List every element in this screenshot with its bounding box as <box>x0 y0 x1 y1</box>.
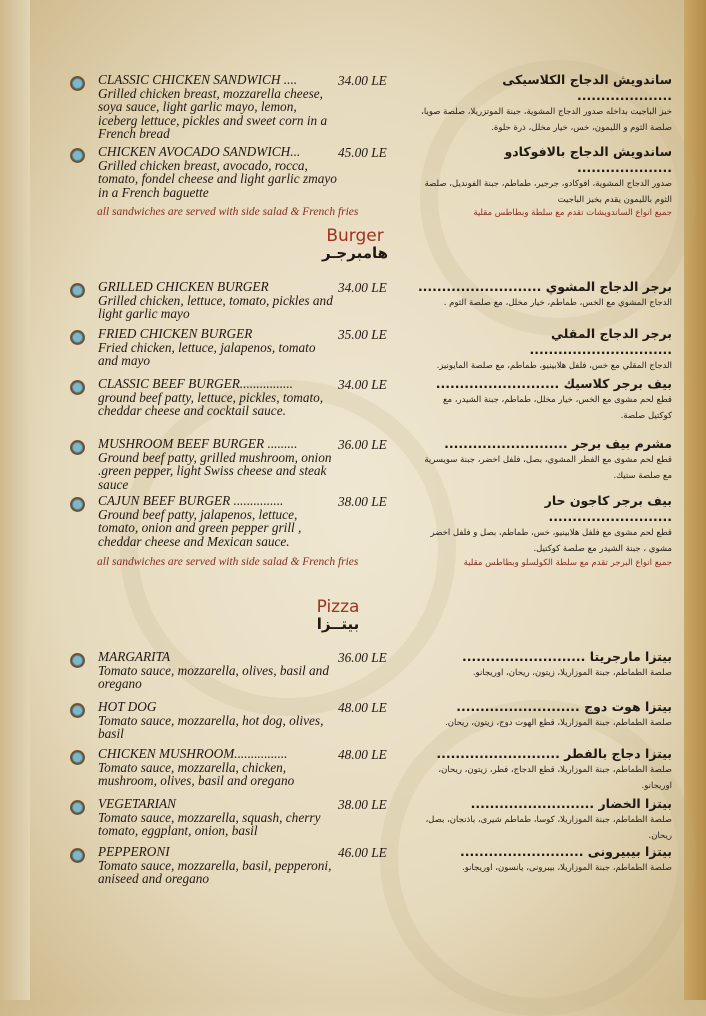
item-arabic <box>417 144 672 208</box>
burger-title: Burger <box>326 226 384 246</box>
page-left-edge <box>0 0 30 1000</box>
burger-note-ar: جميع انواع البرجر تقدم مع سلطة الكولسلو وبطاطس مقلية <box>463 558 672 568</box>
item-arabic <box>417 699 672 731</box>
item-description: Tomato sauce, mozzarella, chicken, mushroom, olives, basil and oregano <box>98 759 295 788</box>
item-arabic <box>417 746 672 794</box>
item-english <box>98 377 338 418</box>
item-english <box>98 437 338 491</box>
item-name: GRILLED CHICKEN BURGER <box>98 279 269 294</box>
item-description: ground beef patty, lettuce, pickles, tomato, cheddar cheese and cocktail sauce. <box>98 389 324 418</box>
item-arabic <box>417 844 672 876</box>
item-description-ar: صلصة الطماطم، جبنة الموزاريلا، قطع الدجاج، فطر، زيتون، ريحان، اوريجانو. <box>438 765 672 791</box>
item-description-ar: قطع لحم مشوى مع فلفل هلابينيو، خس، طماطم، بصل و فلفل اخضر مشوي ، جبنة الشيدر مع صلصة كوكتيل. <box>430 528 672 554</box>
item-price: 38.00 LE <box>338 797 387 812</box>
item-name: VEGETARIAN <box>98 796 177 811</box>
item-name-ar: بيف برجر كاجون حار .......................... <box>544 493 672 524</box>
item-name-ar: برجر الدجاج المقلي .............................. <box>529 326 672 357</box>
item-description: Grilled chicken breast, mozzarella cheese, soya sauce, light garlic mayo, lemon, iceberg lettuce, pickles and sweet corn in a French bread <box>98 85 328 141</box>
item-name: MUSHROOM BEEF BURGER ......... <box>98 436 298 451</box>
bullet-icon <box>70 148 85 163</box>
item-name-ar: بيتزا الخضار .......................... <box>470 796 672 811</box>
item-arabic <box>417 649 672 681</box>
item-arabic <box>417 279 672 311</box>
item-description: Ground beef patty, jalapenos, lettuce, tomato, onion and green pepper grill , cheddar cheese and Mexican sauce. <box>98 506 302 549</box>
bullet-icon <box>70 800 85 815</box>
item-description-ar: قطع لحم مشوى مع الخس، خيار مخلل، طماطم، جبنة الشيدر، مع كوكتيل صلصة. <box>443 395 672 421</box>
item-name-ar: ساندويش الدجاج بالافوكادو .................... <box>504 144 672 175</box>
item-description: Grilled chicken breast, avocado, rocca, tomato, fondel cheese and light garlic zmayo in a French baguette <box>98 157 337 200</box>
item-name: HOT DOG <box>98 699 157 714</box>
item-name-ar: بيتزا مارجريتا .......................... <box>461 649 672 664</box>
item-price: 36.00 LE <box>338 650 387 665</box>
item-description-ar: خبز الباجيت بداخله صدور الدجاج المشوية، جبنة الموتزريلا، صلصة صويا، صلصة الثوم و الليمون، خس، خيار مخلل، ذرة حلوة. <box>421 107 672 133</box>
sandwich-note: all sandwiches are served with side salad & French fries <box>97 206 359 218</box>
item-price: 46.00 LE <box>338 845 387 860</box>
bullet-icon <box>70 440 85 455</box>
bullet-icon <box>70 848 85 863</box>
item-description-ar: صلصة الطماطم، جبنة الموزاريلا، كوسا، طماطم شيرى، باذنجان، بصل، ريحان. <box>425 815 672 841</box>
item-price: 34.00 LE <box>338 377 387 392</box>
item-description-ar: صلصة الطماطم، جبنة الموزاريلا، زيتون، ريحان، اوريجانو. <box>472 668 672 678</box>
pizza-heading <box>278 597 398 633</box>
item-name: CAJUN BEEF BURGER ............... <box>98 493 284 508</box>
pizza-title: Pizza <box>316 597 360 617</box>
item-name: MARGARITA <box>98 649 171 664</box>
bullet-icon <box>70 703 85 718</box>
burger-title-ar: هامبرجـر <box>321 244 389 262</box>
item-english <box>98 700 338 741</box>
item-arabic <box>417 326 672 374</box>
bullet-icon <box>70 653 85 668</box>
item-name: FRIED CHICKEN BURGER <box>98 326 253 341</box>
bullet-icon <box>70 380 85 395</box>
item-arabic <box>417 493 672 557</box>
bullet-icon <box>70 497 85 512</box>
item-arabic <box>417 796 672 844</box>
item-description: Tomato sauce, mozzarella, olives, basil and oregano <box>98 662 329 691</box>
item-english <box>98 747 338 788</box>
item-english <box>98 494 338 548</box>
item-english <box>98 145 338 199</box>
item-description-ar: الدجاج المقلي مع خس، فلفل هلابينيو، طماطم، مع صلصة المايونيز. <box>436 361 672 371</box>
item-name-ar: برجر الدجاج المشوي .......................... <box>417 279 672 294</box>
item-name-ar: مشرم بيف برجر .......................... <box>444 436 672 451</box>
item-english <box>98 280 338 321</box>
item-name-ar: بيتزا دجاج بالفطر .......................... <box>436 746 672 761</box>
item-price: 38.00 LE <box>338 494 387 509</box>
item-name-ar: بيتزا هوت دوج .......................... <box>456 699 672 714</box>
item-english <box>98 797 338 838</box>
item-description-ar: صلصة الطماطم، جبنة الموزاريلا، قطع الهوت دوج، زيتون، ريحان. <box>445 718 672 728</box>
item-price: 34.00 LE <box>338 280 387 295</box>
item-price: 45.00 LE <box>338 145 387 160</box>
pizza-title-ar: بيتــزا <box>316 615 360 633</box>
bullet-icon <box>70 76 85 91</box>
item-price: 36.00 LE <box>338 437 387 452</box>
item-english <box>98 650 338 691</box>
item-arabic <box>417 376 672 424</box>
item-name: CLASSIC CHICKEN SANDWICH .... <box>98 72 298 87</box>
item-description: Fried chicken, lettuce, jalapenos, tomato and mayo <box>98 339 316 368</box>
item-arabic <box>417 72 672 136</box>
item-arabic <box>417 436 672 484</box>
item-name: PEPPERONI <box>98 844 170 859</box>
item-name: CLASSIC BEEF BURGER................ <box>98 376 293 391</box>
item-description: Grilled chicken, lettuce, tomato, pickles and light garlic mayo <box>98 292 333 321</box>
item-price: 35.00 LE <box>338 327 387 342</box>
item-price: 48.00 LE <box>338 700 387 715</box>
item-name: CHICKEN AVOCADO SANDWICH... <box>98 144 301 159</box>
item-name-ar: ساندويش الدجاج الكلاسيكى .................... <box>502 72 672 103</box>
item-description: Tomato sauce, mozzarella, squash, cherry tomato, eggplant, onion, basil <box>98 809 321 838</box>
item-description: Tomato sauce, mozzarella, basil, pepperoni, aniseed and oregano <box>98 857 332 886</box>
item-name-ar: بيف برجر كلاسيك .......................... <box>435 376 672 391</box>
burger-note: all sandwiches are served with side salad & French fries <box>97 556 359 568</box>
bullet-icon <box>70 330 85 345</box>
item-description-ar: قطع لحم مشوى مع الفطر المشوي، بصل، فلفل اخضر، جبنة سويسرية مع صلصة ستيك. <box>424 455 672 481</box>
item-description-ar: الدجاج المشوي مع الخس، طماطم، خيار مخلل، مع صلصة الثوم . <box>443 298 672 308</box>
item-english <box>98 73 338 141</box>
item-description-ar: صلصة الطماطم، جبنة الموزاريلا، بيبرونى، يانسون، اوريجانو. <box>462 863 672 873</box>
item-price: 48.00 LE <box>338 747 387 762</box>
item-description-ar: صدور الدجاج المشوية، افوكادو، جرجير، طماطم، جبنة الفونديل، صلصة الثوم بالليمون يقدم بخبز الباجيت <box>424 179 672 205</box>
item-english <box>98 327 338 368</box>
burger-heading <box>295 226 415 262</box>
sandwich-note-ar: جميع انواع الساندويشات تقدم مع سلطة وبطاطس مقلية <box>473 208 672 218</box>
item-price: 34.00 LE <box>338 73 387 88</box>
item-name: CHICKEN MUSHROOM................ <box>98 746 288 761</box>
item-description: Tomato sauce, mozzarella, hot dog, olives, basil <box>98 712 324 741</box>
item-description: Ground beef patty, grilled mushroom, onion .green pepper, light Swiss cheese and steak sauce <box>98 449 332 492</box>
item-english <box>98 845 338 886</box>
bullet-icon <box>70 283 85 298</box>
bullet-icon <box>70 750 85 765</box>
item-name-ar: بيتزا بيبيرونى .......................... <box>459 844 672 859</box>
